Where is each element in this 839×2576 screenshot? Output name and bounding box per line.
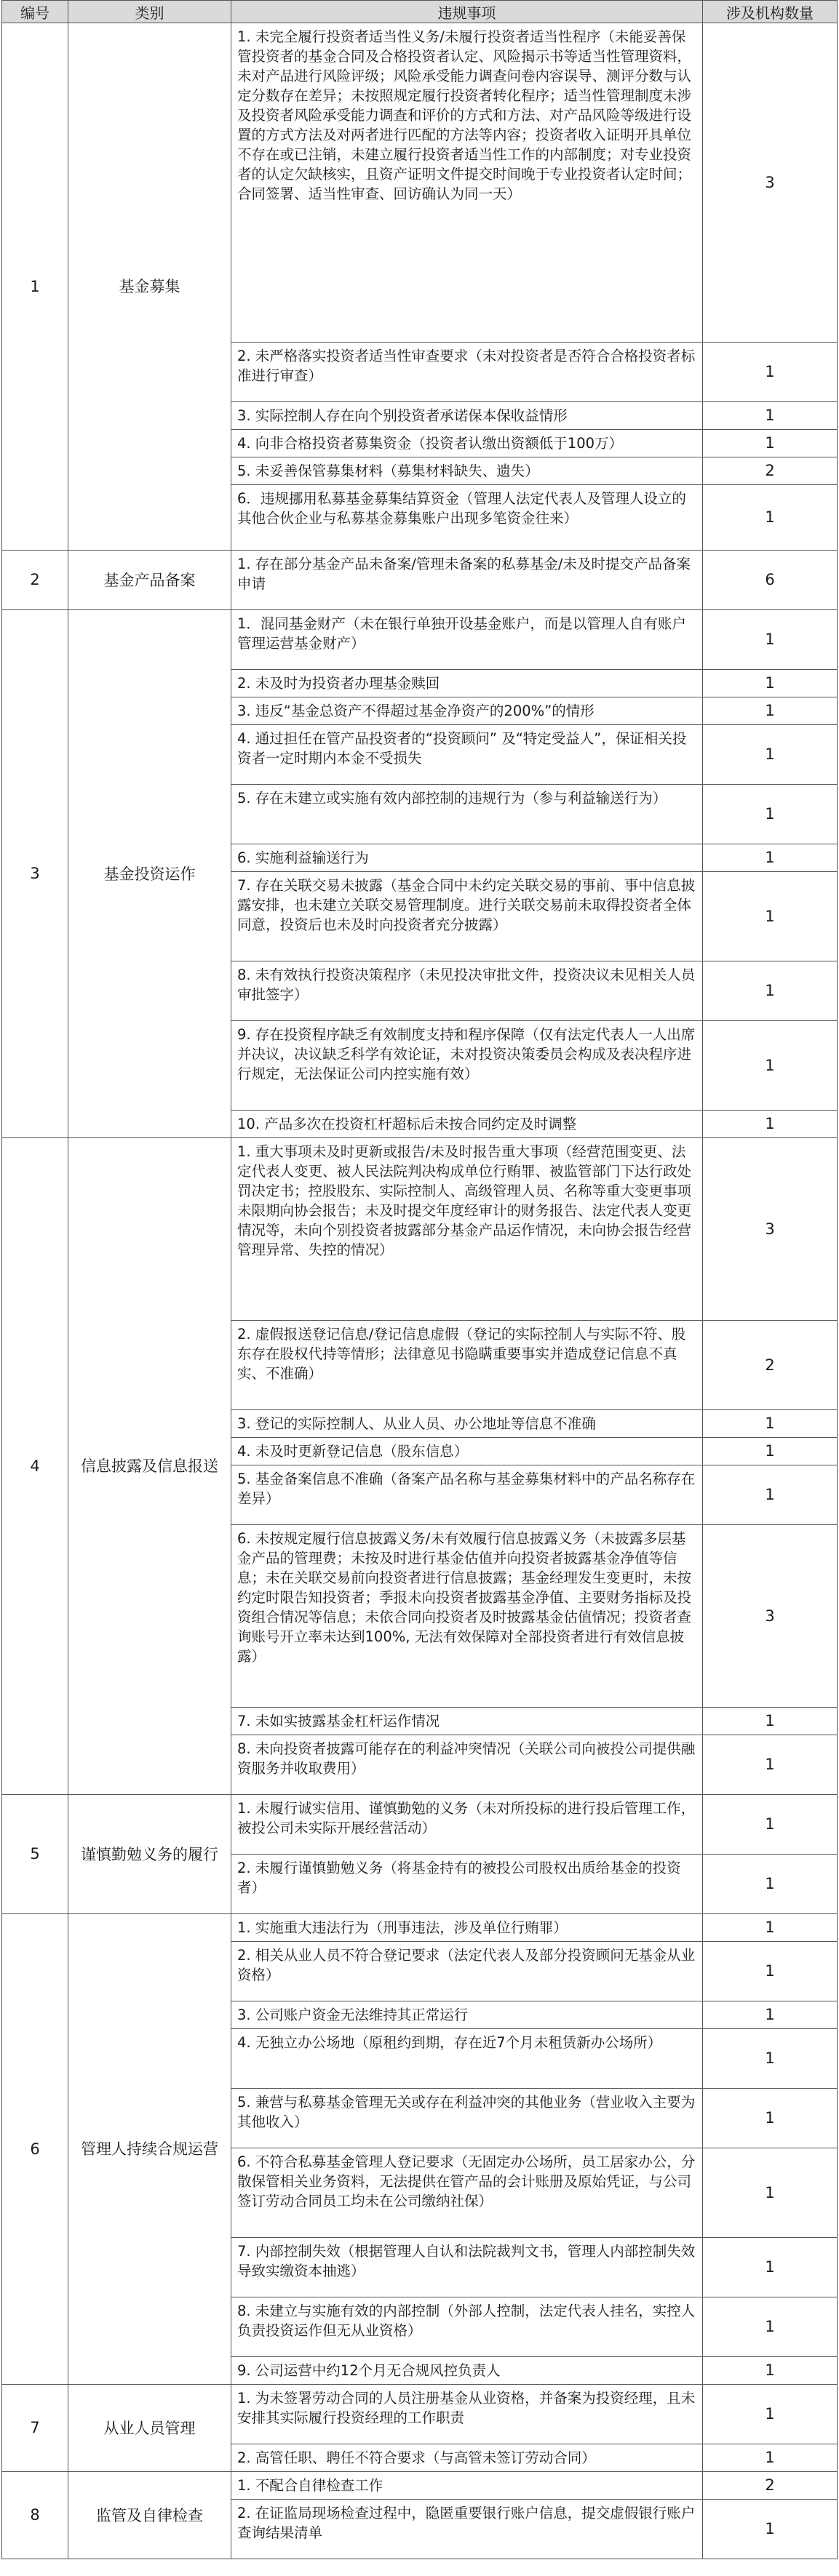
institution-count: 1	[703, 2357, 838, 2385]
violation-item: 2. 相关从业人员不符合登记要求（法定代表人及部分投资顾问无基金从业资格）	[231, 1942, 703, 2001]
table-row	[2, 1914, 838, 1942]
table-row	[2, 1795, 838, 1855]
header-category: 类别	[68, 1, 231, 23]
table-row	[2, 551, 838, 610]
institution-count: 1	[703, 1708, 838, 1735]
institution-count: 1	[703, 1410, 838, 1438]
institution-count: 1	[703, 343, 838, 402]
header-num: 编号	[2, 1, 68, 23]
violation-item: 2. 高管任职、聘任不符合要求（与高管未签订劳动合同）	[231, 2444, 703, 2472]
violation-item: 10. 产品多次在投资杠杆超标后未按合同约定及时调整	[231, 1111, 703, 1138]
group-number: 6	[2, 1914, 68, 2385]
institution-count: 1	[703, 1021, 838, 1111]
institution-count: 1	[703, 670, 838, 697]
institution-count: 1	[703, 1795, 838, 1855]
violation-item: 3. 实际控制人存在向个别投资者承诺保本保收益情形	[231, 402, 703, 430]
violation-item: 7. 未如实披露基金杠杆运作情况	[231, 1708, 703, 1735]
violation-item: 4. 未及时更新登记信息（股东信息）	[231, 1438, 703, 1465]
violation-item: 1. 未履行诚实信用、谨慎勤勉的义务（未对所投标的进行投后管理工作，被投公司未实际开展经营活动）	[231, 1795, 703, 1855]
violation-item: 8. 未向投资者披露可能存在的利益冲突情况（关联公司向被投公司提供融资服务并收取费用）	[231, 1735, 703, 1795]
table-header-row	[2, 1, 838, 23]
institution-count: 1	[703, 1438, 838, 1465]
institution-count: 2	[703, 2472, 838, 2500]
violation-item: 6. 未按规定履行信息披露义务/未有效履行信息披露义务（未披露多层基金产品的管理费；未按及时进行基金估值并向投资者披露基金净值等信息；未在关联交易前向投资者进行信息披露；基金经理发生变更时，未按约定时限告知投资者；季报未向投资者披露基金净值、主要财务指标及投资组合情况等信息；未依合同向投资者及时披露基金估值情况；投资者查询账号开立率未达到100%, 无法有效保障对全部投资者进行有效信息披露）	[231, 1525, 703, 1708]
institution-count: 3	[703, 1138, 838, 1321]
institution-count: 1	[703, 844, 838, 872]
violation-item: 1. 存在部分基金产品未备案/管理未备案的私募基金/未及时提交产品备案申请	[231, 551, 703, 610]
institution-count: 1	[703, 2444, 838, 2472]
violation-item: 1．混同基金财产（未在银行单独开设基金账户，而是以管理人自有账户管理运营基金财产）	[231, 610, 703, 670]
violation-item: 8. 未建立与实施有效的内部控制（外部人控制，法定代表人挂名，实控人负责投资运作但无从业资格）	[231, 2297, 703, 2357]
institution-count: 1	[703, 402, 838, 430]
violation-item: 7. 存在关联交易未披露（基金合同中未约定关联交易的事前、事中信息披露安排，也未建立关联交易管理制度。进行关联交易前未取得投资者全体同意，投资后也未及时向投资者充分披露）	[231, 872, 703, 961]
group-number: 3	[2, 610, 68, 1138]
violation-item: 2. 未履行谨慎勤勉义务（将基金持有的被投公司股权出质给基金的投资者）	[231, 1855, 703, 1914]
institution-count: 1	[703, 1914, 838, 1942]
violation-item: 4. 通过担任在管产品投资者的“投资顾问” 及“特定受益人”，保证相关投资者一定时期内本金不受损失	[231, 725, 703, 785]
violation-item: 2. 未严格落实投资者适当性审查要求（未对投资者是否符合合格投资者标准进行审查）	[231, 343, 703, 402]
group-category: 谨慎勤勉义务的履行	[68, 1795, 231, 1914]
institution-count: 1	[703, 872, 838, 961]
institution-count: 2	[703, 1321, 838, 1410]
institution-count: 1	[703, 2238, 838, 2297]
violation-item: 4. 向非合格投资者募集资金（投资者认缴出资额低于100万）	[231, 430, 703, 457]
violation-item: 6. 不符合私募基金管理人登记要求（无固定办公场所，员工居家办公，分散保管相关业务资料，无法提供在管产品的会计账册及原始凭证，与公司签订劳动合同员工均未在公司缴纳社保）	[231, 2148, 703, 2238]
group-number: 1	[2, 23, 68, 551]
violation-item: 1. 未完全履行投资者适当性义务/未履行投资者适当性程序（未能妥善保管投资者的基金合同及合格投资者认定、风险揭示书等适当性管理资料，未对产品进行风险评级；风险承受能力调查问卷内容误导、测评分数与认定分数存在差异；未按照规定履行投资者转化程序；适当性管理制度未涉及投资者风险承受能力调查和评价的方式和方法、对产品风险等级进行设置的方式方法及对两者进行匹配的方法等内容；投资者收入证明开具单位不存在或已注销，未建立履行投资者适当性工作的内部制度；对专业投资者的认定欠缺核实，且资产证明文件提交时间晚于专业投资者认定时间；合同签署、适当性审查、回访确认为同一天）	[231, 23, 703, 343]
group-number: 8	[2, 2472, 68, 2559]
group-category: 基金产品备案	[68, 551, 231, 610]
institution-count: 3	[703, 23, 838, 343]
table-row	[2, 23, 838, 343]
institution-count: 1	[703, 2029, 838, 2089]
violation-item: 3. 违反“基金总资产不得超过基金净资产的200%”的情形	[231, 697, 703, 725]
institution-count: 1	[703, 2385, 838, 2444]
group-category: 信息披露及信息报送	[68, 1138, 231, 1795]
institution-count: 3	[703, 1525, 838, 1708]
violation-item: 4. 无独立办公场地（原租约到期，存在近7个月未租赁新办公场所）	[231, 2029, 703, 2089]
institution-count: 1	[703, 2500, 838, 2559]
group-category: 管理人持续合规运营	[68, 1914, 231, 2385]
institution-count: 6	[703, 551, 838, 610]
header-violation: 违规事项	[231, 1, 703, 23]
table-row	[2, 610, 838, 670]
institution-count: 1	[703, 485, 838, 551]
violation-item: 9. 存在投资程序缺乏有效制度支持和程序保障（仅有法定代表人一人出席并决议，决议缺乏科学有效论证，未对投资决策委员会构成及表决程序进行规定，无法保证公司内控实施有效）	[231, 1021, 703, 1111]
group-number: 2	[2, 551, 68, 610]
institution-count: 1	[703, 610, 838, 670]
institution-count: 1	[703, 697, 838, 725]
violation-item: 1. 重大事项未及时更新或报告/未及时报告重大事项（经营范围变更、法定代表人变更、被人民法院判决构成单位行贿罪、被监管部门下达行政处罚决定书；控股股东、实际控制人、高级管理人员、名称等重大变更事项未限期向协会报告；未及时提交年度经审计的财务报告、法定代表人变更情况等，未向个别投资者披露部分基金产品运作情况，未向协会报告经营管理异常、失控的情况）	[231, 1138, 703, 1321]
table-body	[2, 23, 838, 2559]
group-category: 监管及自律检查	[68, 2472, 231, 2559]
violation-item: 6. 实施利益输送行为	[231, 844, 703, 872]
group-category: 基金募集	[68, 23, 231, 551]
violation-item: 1. 实施重大违法行为（刑事违法，涉及单位行贿罪）	[231, 1914, 703, 1942]
violation-item: 8. 未有效执行投资决策程序（未见投决审批文件，投资决议未见相关人员审批签字）	[231, 961, 703, 1021]
institution-count: 1	[703, 725, 838, 785]
institution-count: 1	[703, 2148, 838, 2238]
violation-item: 2. 在证监局现场检查过程中，隐匿重要银行账户信息，提交虚假银行账户查询结果清单	[231, 2500, 703, 2559]
institution-count: 2	[703, 457, 838, 485]
institution-count: 1	[703, 961, 838, 1021]
institution-count: 1	[703, 1465, 838, 1525]
violation-item: 1. 为未签署劳动合同的人员注册基金从业资格，并备案为投资经理，且未安排其实际履行投资经理的工作职责	[231, 2385, 703, 2444]
violation-item: 3. 公司账户资金无法维持其正常运行	[231, 2001, 703, 2029]
institution-count: 1	[703, 1942, 838, 2001]
institution-count: 1	[703, 2089, 838, 2148]
violation-item: 3. 登记的实际控制人、从业人员、办公地址等信息不准确	[231, 1410, 703, 1438]
violation-item: 6．违规挪用私募基金募集结算资金（管理人法定代表人及管理人设立的其他合伙企业与私募基金募集账户出现多笔资金往来）	[231, 485, 703, 551]
violation-item: 5. 基金备案信息不准确（备案产品名称与基金募集材料中的产品名称存在差异）	[231, 1465, 703, 1525]
violation-item: 1. 不配合自律检查工作	[231, 2472, 703, 2500]
violation-item: 2. 虚假报送登记信息/登记信息虚假（登记的实际控制人与实际不符、股东存在股权代持等情形；法律意见书隐瞒重要事实并造成登记信息不真实、不准确）	[231, 1321, 703, 1410]
table-row	[2, 1138, 838, 1321]
violation-item: 5. 未妥善保管募集材料（募集材料缺失、遗失）	[231, 457, 703, 485]
institution-count: 1	[703, 1111, 838, 1138]
violation-item: 2. 未及时为投资者办理基金赎回	[231, 670, 703, 697]
violation-item: 5. 兼营与私募基金管理无关或存在利益冲突的其他业务（营业收入主要为其他收入）	[231, 2089, 703, 2148]
violation-item: 5. 存在未建立或实施有效内部控制的违规行为（参与利益输送行为）	[231, 785, 703, 844]
group-number: 7	[2, 2385, 68, 2472]
institution-count: 1	[703, 2001, 838, 2029]
group-number: 4	[2, 1138, 68, 1795]
institution-count: 1	[703, 430, 838, 457]
header-count: 涉及机构数量	[703, 1, 838, 23]
violation-item: 9. 公司运营中约12个月无合规风控负责人	[231, 2357, 703, 2385]
violation-item: 7. 内部控制失效（根据管理人自认和法院裁判文书，管理人内部控制失效导致实缴资本抽逃）	[231, 2238, 703, 2297]
group-category: 基金投资运作	[68, 610, 231, 1138]
group-number: 5	[2, 1795, 68, 1914]
group-category: 从业人员管理	[68, 2385, 231, 2472]
institution-count: 1	[703, 1855, 838, 1914]
table-row	[2, 2385, 838, 2444]
institution-count: 1	[703, 1735, 838, 1795]
institution-count: 1	[703, 785, 838, 844]
table-row	[2, 2472, 838, 2500]
institution-count: 1	[703, 2297, 838, 2357]
violations-table	[1, 0, 838, 2559]
